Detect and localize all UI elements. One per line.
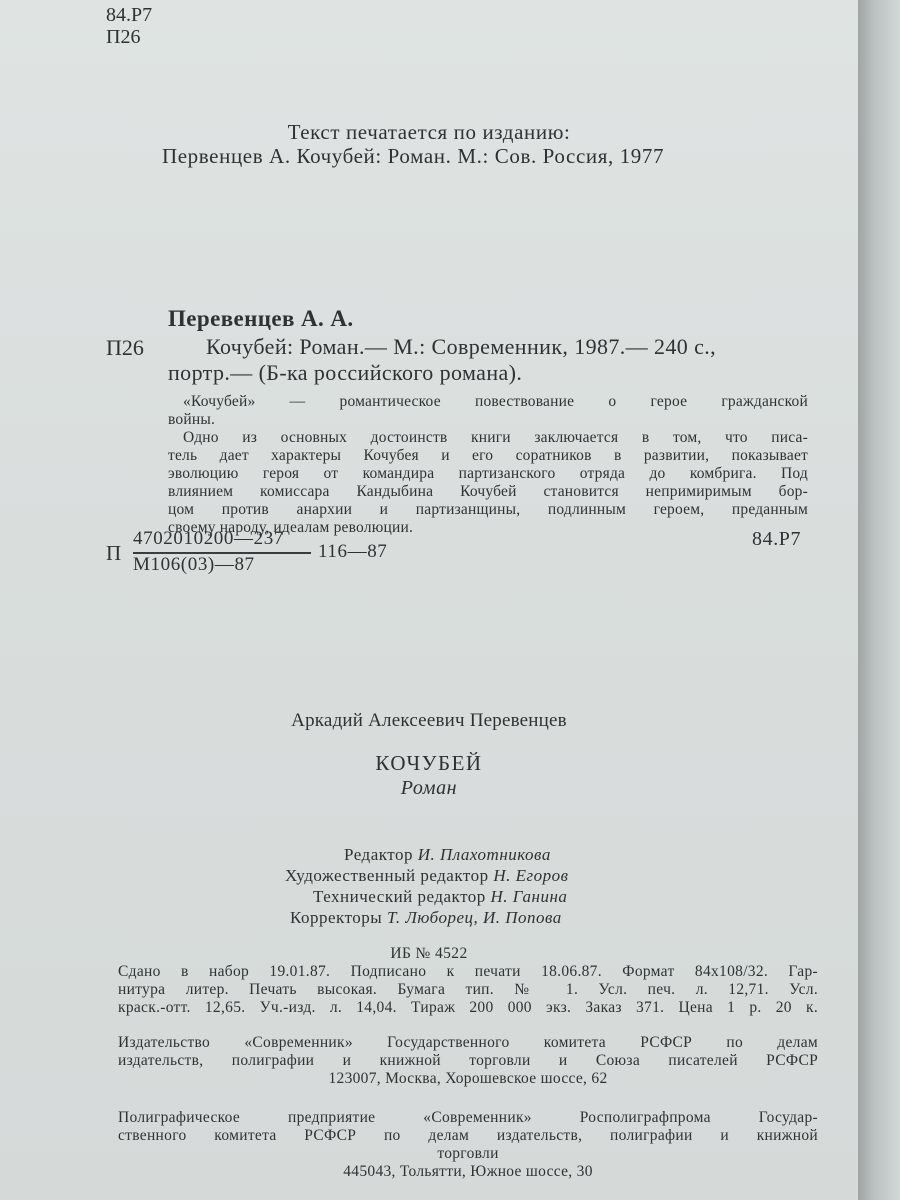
- publisher-line: Издательство «Современник» Государственного комитета РСФСР по делам: [118, 1034, 818, 1051]
- page-edge: [858, 0, 900, 1200]
- catalog-biblio-line2: портр.— (Б-ка российского романа).: [168, 360, 523, 385]
- catalog-sign: П26: [106, 335, 144, 360]
- source-note-line1: Текст печатается по изданию:: [287, 120, 571, 144]
- bbk-code: 84.Р7: [106, 4, 153, 26]
- print-info-line: нитура литер. Печать высокая. Бумага тип. № 1. Усл. печ. л. 12,71. Усл.: [118, 981, 818, 998]
- credit-tech-editor: Технический редактор Н. Ганина: [313, 887, 568, 906]
- catalog-author: Перевенцев А. А.: [168, 306, 354, 331]
- publisher-line: 123007, Москва, Хорошевское шоссе, 62: [328, 1070, 608, 1087]
- index-denominator: М106(03)—87: [133, 554, 255, 575]
- printer-line: Полиграфическое предприятие «Современник» Росполиграфпрома Государ-: [118, 1109, 818, 1126]
- print-info-line: Сдано в набор 19.01.87. Подписано к печати 18.06.87. Формат 84х108/32. Гар-: [118, 963, 818, 980]
- annotation-line: своему народу, идеалам революции.: [168, 519, 414, 536]
- ib-number: ИБ № 4522: [390, 945, 468, 962]
- book-genre: Роман: [400, 777, 458, 799]
- annotation-line: Одно из основных достоинств книги заключается в том, что писа-: [183, 429, 808, 446]
- annotation-line: «Кочубей» — романтическое повествование о герое гражданской: [183, 393, 808, 410]
- publisher-line: издательств, полиграфии и книжной торговли и Союза писателей РСФСР: [118, 1052, 818, 1069]
- credit-editor: Редактор И. Плахотникова: [344, 845, 551, 864]
- author-sign: П26: [106, 26, 141, 48]
- bbk-right: 84.Р7: [752, 528, 802, 550]
- annotation-line: эволюцию героя от командира партизанского отряда до комбрига. Под: [168, 465, 808, 482]
- index-prefix: П: [106, 541, 122, 565]
- index-suffix: 116—87: [318, 541, 388, 562]
- printer-line: 445043, Тольятти, Южное шоссе, 30: [343, 1163, 593, 1180]
- print-info-line: краск.-отт. 12,65. Уч.-изд. л. 14,04. Тираж 200 000 экз. Заказ 371. Цена 1 р. 20 к.: [118, 999, 818, 1016]
- catalog-biblio-line1: Кочубей: Роман.— М.: Современник, 1987.— 240 с.,: [206, 334, 717, 359]
- credit-art-editor: Художественный редактор Н. Егоров: [285, 866, 569, 885]
- annotation-line: влиянием комиссара Кандыбина Кочубей становится непримиримым бор-: [168, 483, 808, 500]
- source-note-line2: Первенцев А. Кочубей: Роман. М.: Сов. Россия, 1977: [162, 144, 665, 168]
- annotation-line: войны.: [168, 411, 216, 428]
- annotation-line: цом против анархии и партизанщины, подлинным героем, преданным: [168, 501, 808, 518]
- credit-proofreaders: Корректоры Т. Люборец, И. Попова: [290, 908, 562, 927]
- title-author: Аркадий Алексеевич Перевенцев: [291, 710, 567, 731]
- index-numerator: 4702010200—237: [133, 528, 284, 549]
- printer-line: ственного комитета РСФСР по делам издательств, полиграфии и книжной: [118, 1127, 818, 1144]
- printer-line: торговли: [437, 1145, 499, 1162]
- book-title: КОЧУБЕЙ: [375, 751, 483, 775]
- annotation-line: тель дает характеры Кочубея и его соратников в развитии, показывает: [168, 447, 808, 464]
